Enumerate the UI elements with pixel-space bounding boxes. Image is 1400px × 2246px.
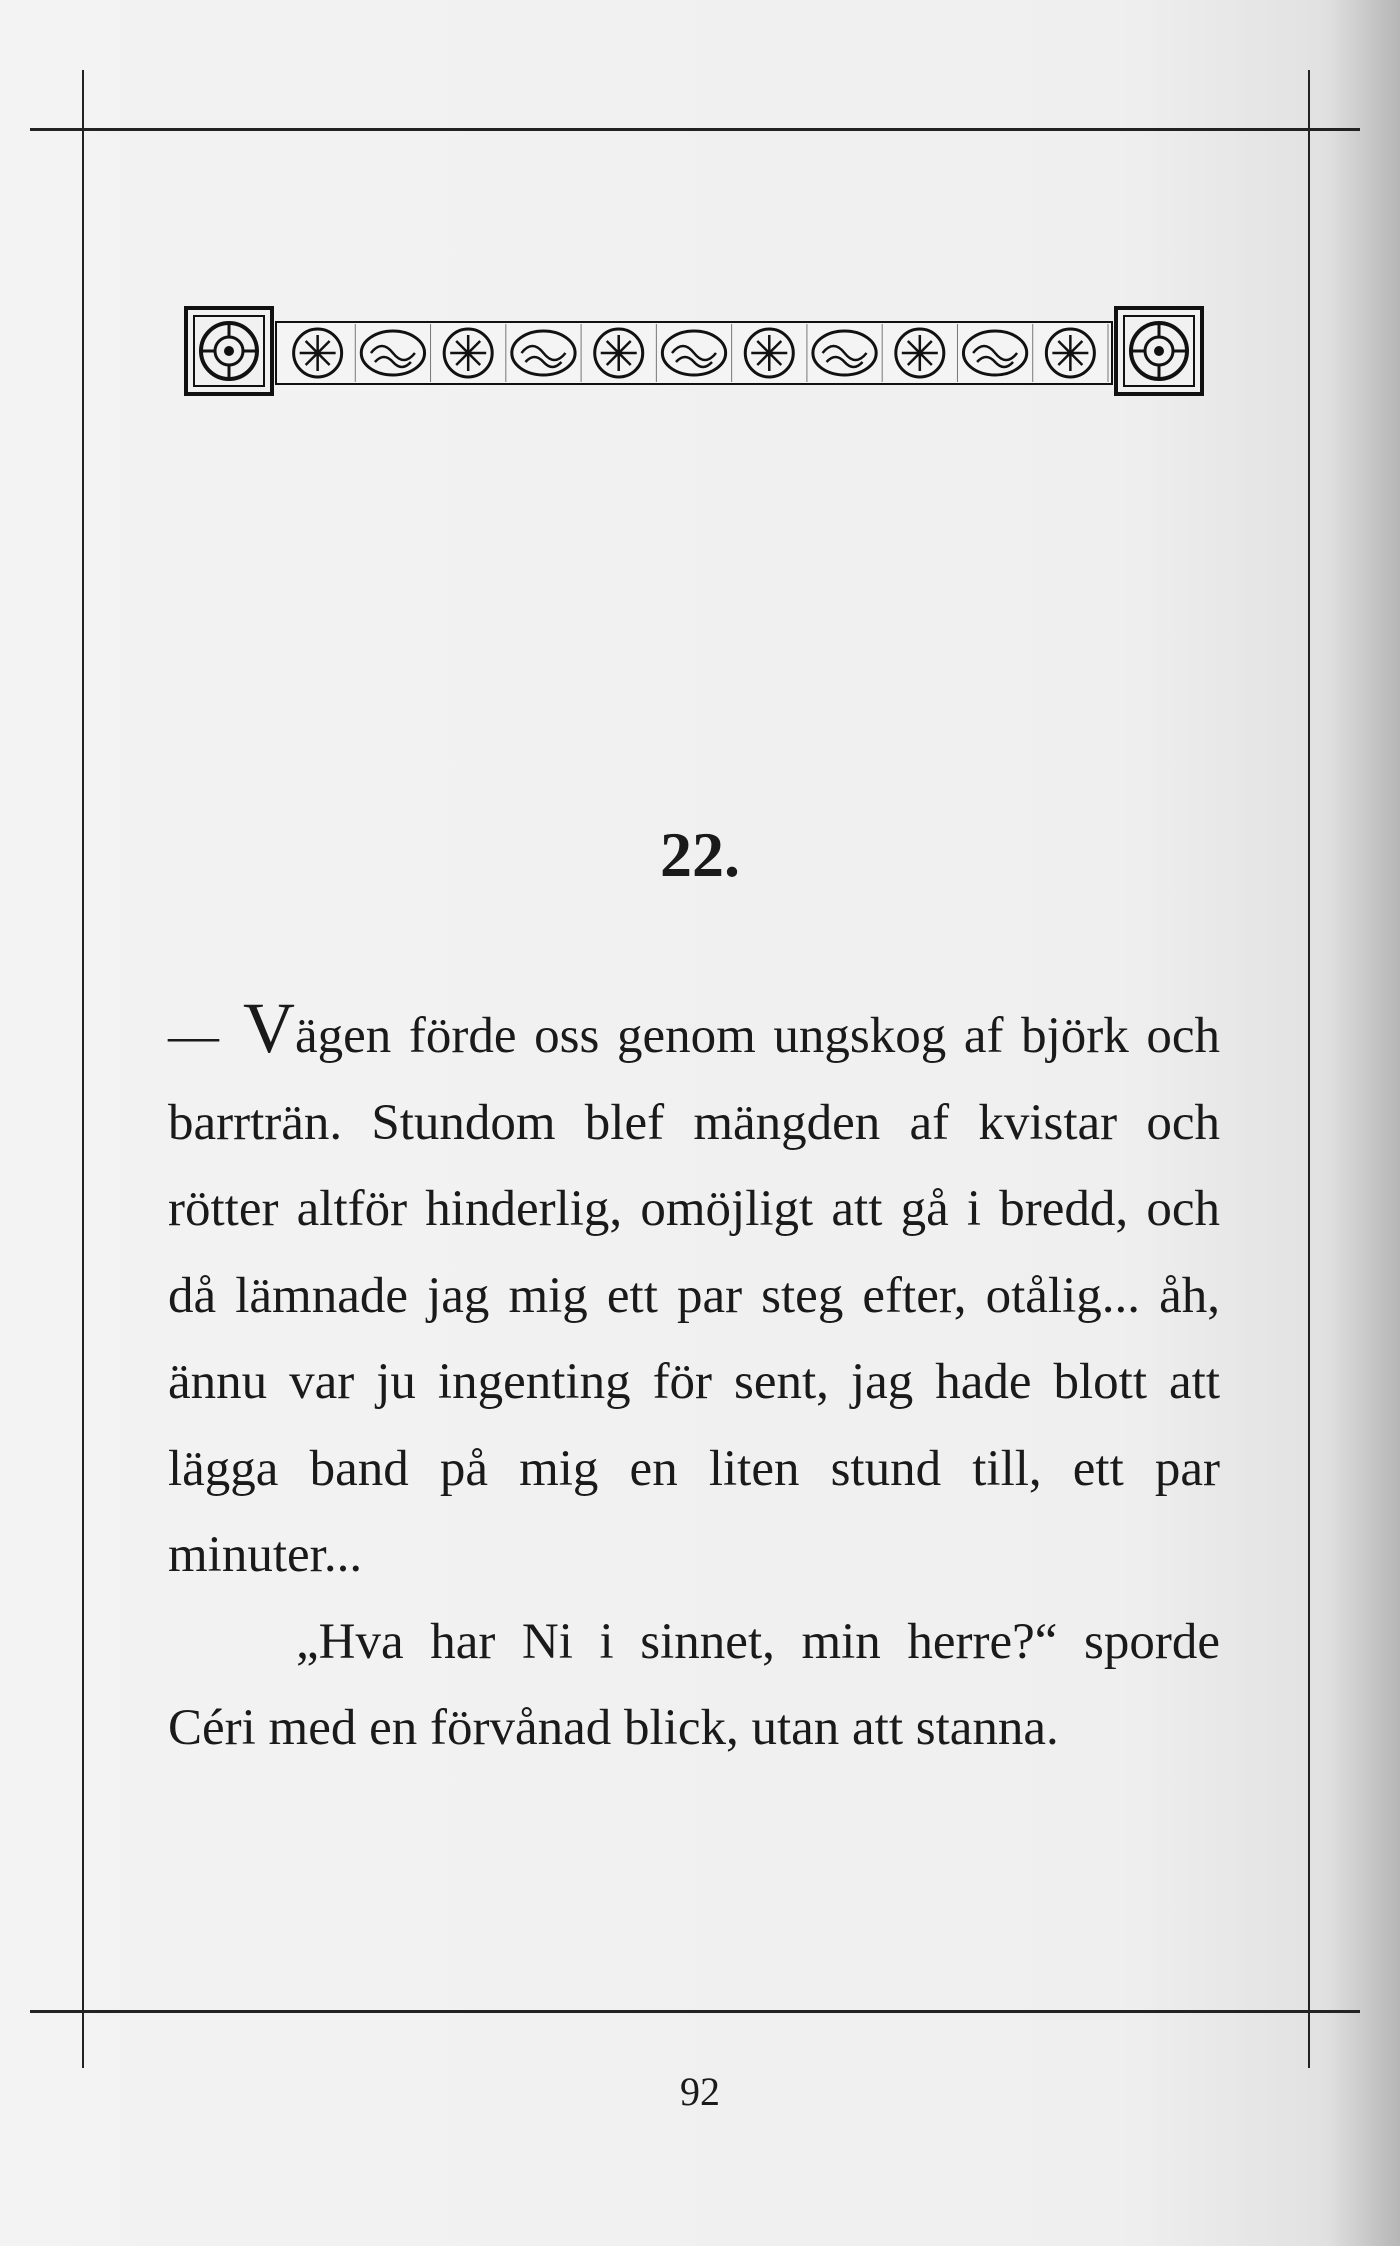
chapter-number: 22. — [660, 819, 740, 890]
initial-letter: V — [243, 988, 295, 1068]
frame-top-rule — [30, 128, 1360, 131]
body-text — [168, 985, 1220, 1772]
em-dash: — — [168, 1008, 219, 1064]
ornament-border-band — [184, 300, 1204, 400]
page-edge-shadow — [1330, 0, 1400, 2246]
frame-right-rule — [1308, 70, 1310, 2068]
frame-left-rule — [82, 70, 84, 2068]
paragraph-2: „Hva har Ni i sinnet, min herre?“ sporde Céri med en förvånad blick, utan att stanna. — [168, 1613, 1220, 1756]
ornament-end-right — [1116, 308, 1202, 394]
ornament-end-left — [186, 308, 272, 394]
paragraph-1-text: ägen förde oss genom ungskog af björk och barrträn. Stundom blef mängden af kvistar och rötter altför hinderlig, omöjligt att gå i bredd, och då lämnade jag mig ett par steg efter, otålig... åh, ännu var ju ingenting för sent, jag hade blott att lägga band på mig en liten stund till, ett par minuter... — [168, 1008, 1220, 1583]
paragraph-1 — [168, 985, 1220, 1599]
frame-bottom-rule — [30, 2010, 1360, 2013]
page-number: 92 — [680, 2069, 720, 2114]
